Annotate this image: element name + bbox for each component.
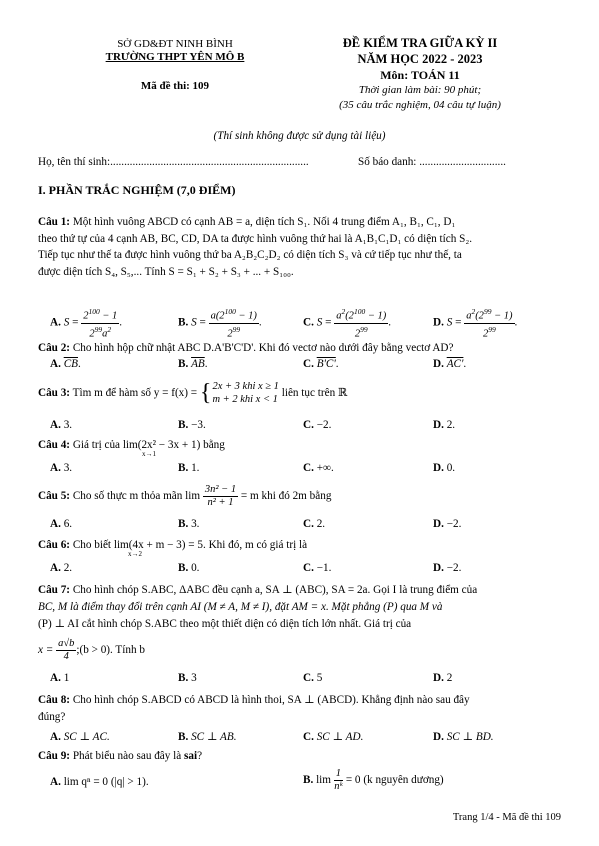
option-d[interactable]: D. 2: [433, 672, 453, 684]
page-footer: Trang 1/4 - Mã đề thi 109: [452, 812, 561, 823]
section-title: I. PHẦN TRẮC NGHIỆM (7,0 ĐIỂM): [38, 183, 236, 197]
exam-title: ĐỀ KIỂM TRA GIỮA KỲ II: [342, 36, 498, 50]
question-text: Một hình vuông ABCD có cạnh AB = a, diện tích S₁. Nối 4 trung điểm A₁, B₁, C₁, D₁: [72, 216, 456, 228]
option-d[interactable]: D. −2.: [433, 518, 462, 530]
option-b[interactable]: B. S = $\frac{a(2^{100} - 1)}{2^{99}}$ .: [178, 307, 262, 339]
option-a[interactable]: A. lim qⁿ = 0 (|q| > 1).: [50, 776, 149, 788]
option-a[interactable]: A. 3.: [50, 462, 73, 474]
exam-subject: Môn: TOÁN 11: [380, 68, 460, 82]
limit-subscript: x→1: [142, 450, 156, 458]
option-c[interactable]: C. B'C'.: [303, 358, 339, 370]
option-c[interactable]: C. 2.: [303, 518, 326, 530]
option-c[interactable]: C. −1.: [303, 562, 332, 574]
question-6: Câu 6: Cho biết lim(4x + m − 3) = 5. Khi đó, m có giá trị là: [38, 539, 308, 551]
option-c[interactable]: C. +∞.: [303, 462, 334, 474]
option-a[interactable]: A. 3.: [50, 419, 73, 431]
option-b[interactable]: B. lim $\frac{1}{\text{nᵏ}}$ = 0 (k nguyên dương): [303, 768, 444, 792]
question-1: [38, 214, 570, 280]
option-c[interactable]: C. −2.: [303, 419, 332, 431]
question-text: Tiếp tục như thế ta được hình vuông thứ ba A₂B₂C₂D₂ có diện tích S₃ và cứ tiếp tục như thế, ta: [38, 249, 462, 261]
exam-time: Thời gian làm bài: 90 phút;: [358, 84, 482, 96]
question-9: Câu 9: Phát biểu nào sau đây là sai?: [38, 750, 203, 762]
option-b[interactable]: B. $\overline{AB}$.: [178, 358, 208, 370]
question-label: Câu 1:: [38, 216, 71, 228]
exam-year: NĂM HỌC 2022 - 2023: [357, 52, 483, 66]
student-id-field: Số báo danh: ...............................: [358, 156, 506, 168]
exam-note: (Thí sinh không được sử dụng tài liệu): [213, 130, 386, 142]
option-d[interactable]: D. SC ⊥ BD.: [433, 731, 494, 743]
question-3: Câu 3: Tìm m để hàm số y = f(x) = {2x + 3 khi x ≥ 1 m + 2 khi x < 1 liên tục trên ℝ: [38, 380, 348, 407]
question-text: được diện tích S₄, S₅,... Tính S = S₁ + S₂ + S₃ + ... + S₁₀₀.: [38, 265, 294, 278]
student-name-field: Họ, tên thí sinh:.......................................................................: [38, 156, 309, 168]
option-d[interactable]: D. S = $\frac{a^2(2^{99} - 1)}{2^{99}}$ .: [433, 307, 518, 339]
exam-code: Mã đề thi: 109: [140, 80, 210, 92]
question-7: Câu 7: Cho hình chóp S.ABC, ΔABC đều cạnh a, SA ⊥ (ABC), SA = 2a. Gọi I là trung điểm của BC, M là điểm thay đổi trên cạnh AI (M ≠ A, M ≠ I), đặt AM = x. Mặt phẳng (P) qua M và (P) ⊥ AI cắt hình chóp S.ABC theo một thiết diện có diện tích lớn nhất. Giá trị của: [38, 584, 478, 630]
option-a[interactable]: A. 2.: [50, 562, 73, 574]
question-7-formula: x = $\frac{a√b}{4}$ ;(b > 0). Tính b: [38, 638, 145, 662]
question-4: Câu 4: Giá trị của lim(2x² − 3x + 1) bằng: [38, 439, 225, 451]
question-text: theo thứ tự của 4 cạnh AB, BC, CD, DA ta được hình vuông thứ hai là A₁B₁C₁D₁ có diện tích S₂.: [38, 232, 473, 245]
option-c[interactable]: C. 5: [303, 672, 323, 684]
exam-structure: (35 câu trắc nghiệm, 04 câu tự luận): [339, 99, 501, 111]
header-school: TRƯỜNG THPT YÊN MÔ B: [105, 51, 245, 63]
option-a[interactable]: A. 1: [50, 672, 70, 684]
question-2: Câu 2: Cho hình hộp chữ nhật ABC D.A'B'C'D'. Khi đó vectơ nào dưới đây bằng vectơ AD?: [38, 342, 454, 354]
question-8: Câu 8: Cho hình chóp S.ABCD có ABCD là hình thoi, SA ⊥ (ABCD). Khẳng định nào sau đây đúng?: [38, 694, 470, 723]
option-b[interactable]: B. 1.: [178, 462, 200, 474]
option-a[interactable]: A. 6.: [50, 518, 73, 530]
option-b[interactable]: B. SC ⊥ AB.: [178, 731, 237, 743]
header-dept: SỞ GD&ĐT NINH BÌNH: [117, 38, 233, 50]
question-5: Câu 5: Cho số thực m thỏa mãn lim $\frac{\text{3n² − 1}}{\text{n² + 1}}$ = m khi đó 2m bằng: [38, 484, 332, 508]
option-d[interactable]: D. AC'.: [433, 358, 467, 370]
option-b[interactable]: B. 0.: [178, 562, 200, 574]
option-b[interactable]: B. 3: [178, 672, 197, 684]
limit-subscript: x→2: [128, 550, 142, 558]
option-d[interactable]: D. 0.: [433, 462, 456, 474]
option-a[interactable]: A. SC ⊥ AC.: [50, 731, 110, 743]
option-b[interactable]: B. 3.: [178, 518, 200, 530]
option-b[interactable]: B. −3.: [178, 419, 206, 431]
option-a[interactable]: A. S = $\frac{2^{100} - 1}{2^{99}a^2}$ .: [50, 307, 123, 339]
option-d[interactable]: D. 2.: [433, 419, 456, 431]
option-a[interactable]: A. $\overline{CB}$.: [50, 358, 81, 370]
option-c[interactable]: C. SC ⊥ AD.: [303, 731, 364, 743]
option-d[interactable]: D. −2.: [433, 562, 462, 574]
option-c[interactable]: C. S = $\frac{a^2(2^{100} - 1)}{2^{99}}$ .: [303, 307, 392, 339]
